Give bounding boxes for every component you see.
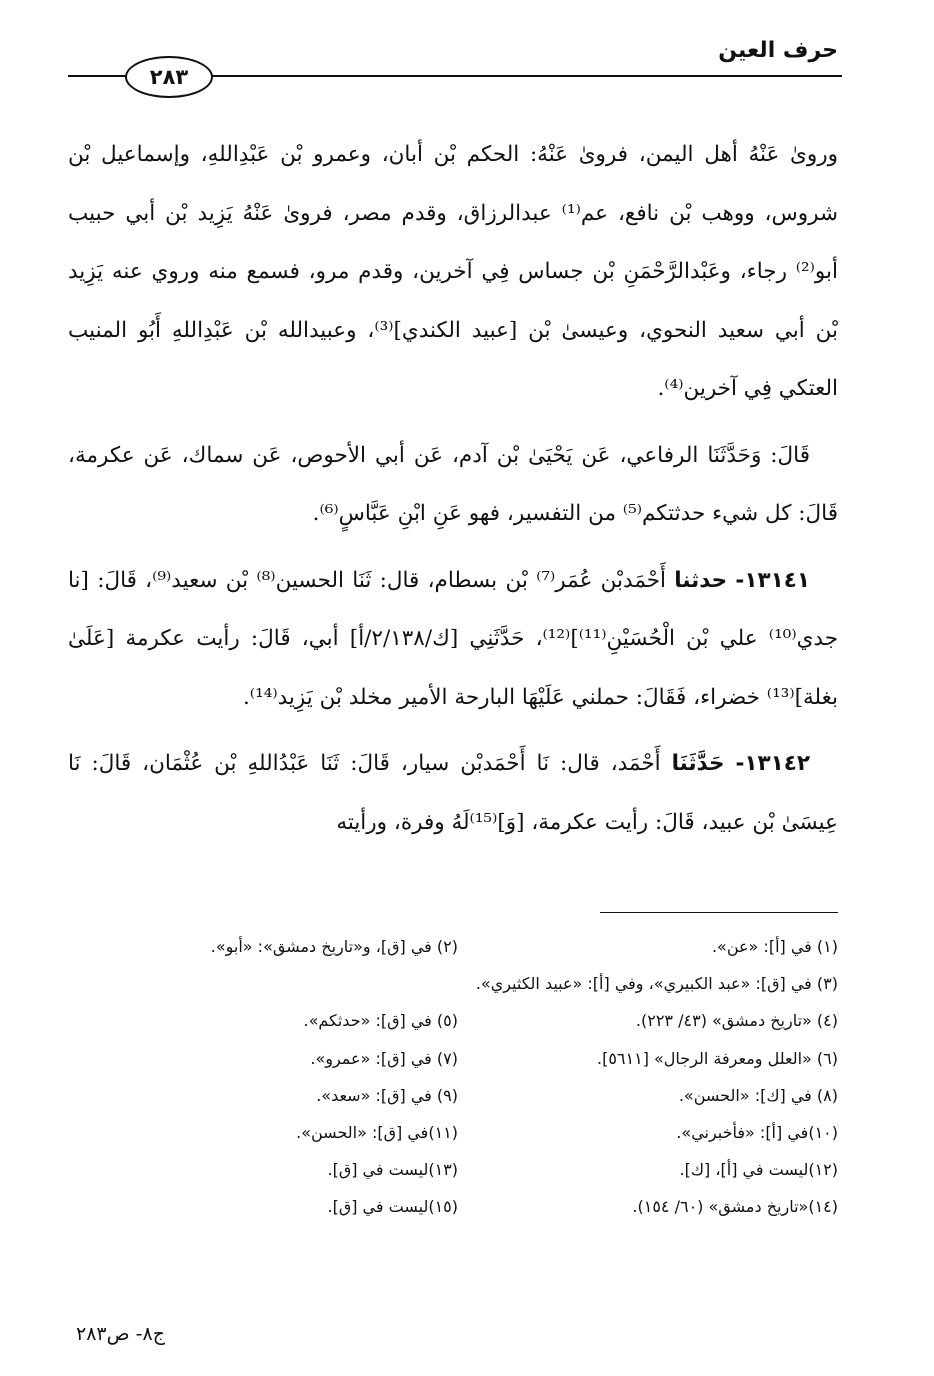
footnote-6: (٦) «العلل ومعرفة الرجال» [٥٦١١]. bbox=[596, 1048, 838, 1068]
page-number-badge: ٢٨٣ bbox=[125, 56, 213, 98]
footnote-1: (١) في [أ]: «عن». bbox=[711, 937, 838, 956]
footnote-row bbox=[68, 1040, 838, 1077]
footnote-row bbox=[68, 965, 838, 1002]
footnote-rule bbox=[600, 912, 838, 913]
hadith-keyword-13141: حدثنا bbox=[674, 567, 728, 593]
footnote-row bbox=[68, 1188, 838, 1225]
footnote-10: (١٠)في [أ]: «فأخبرني». bbox=[676, 1123, 838, 1143]
footer-volume-page-reference: ج٨- ص٢٨٣ bbox=[76, 1323, 165, 1345]
hadith-keyword-13142: حَدَّثَنَا bbox=[671, 751, 725, 776]
paragraph-2: قَالَ: وَحَدَّثَنَا الرفاعي، عَن يَحْيَىٰ بْن آدم، عَن أبي الأحوص، عَن سماك، عَن عكرمة، قَالَ: كل شيء حدثتكم⁽⁵⁾ من التفسير، فهو عَنِ ابْنِ عَبَّاسٍ⁽⁶⁾. bbox=[68, 442, 838, 526]
paragraph-4 bbox=[68, 735, 838, 852]
running-header-title: حرف العين bbox=[718, 38, 838, 63]
footnote-9: (٩) في [ق]: «سعد». bbox=[316, 1085, 458, 1105]
hadith-number-13141: ١٣١٤١- bbox=[735, 567, 810, 593]
footnote-11: (١١)في [ق]: «الحسن». bbox=[296, 1123, 458, 1143]
footnote-12: (١٢)ليست في [أ]، [ك]. bbox=[679, 1160, 838, 1180]
paragraph-4-text: أَحْمَد، قال: نَا أَحْمَدبْن سيار، قَالَ: ثَنَا عَبْدُاللهِ بْن عُثْمَان، قَالَ: نَا عِيسَىٰ بْن عبيد، قَالَ: رأيت عكرمة، [وَ]⁽¹⁵⁾لَهُ وفرة، ورأيته bbox=[68, 751, 838, 835]
footnote-8: (٨) في [ك]: «الحسن». bbox=[678, 1085, 838, 1105]
paragraph-3-text: أَحْمَدبْن عُمَر⁽⁷⁾ بْن بسطام، قال: ثَنَا الحسين⁽⁸⁾ بْن سعيد⁽⁹⁾، قَالَ: [نا جدي⁽¹⁰⁾ علي بْن الْحُسَيْنِ⁽¹¹⁾]⁽¹²⁾، حَدَّثَنِي [ك/٢/١٣٨/أ] أبي، قَالَ: رأيت عكرمة [عَلَىٰ بغلة]⁽¹³⁾ خضراء، فَقَالَ: حملني عَلَيْهَا البارحة الأمير مخلد بْن يَزِيد⁽¹⁴⁾. bbox=[68, 567, 838, 710]
footnote-15: (١٥)ليست في [ق]. bbox=[327, 1197, 458, 1217]
footnote-3: (٣) في [ق]: «عبد الكبيري»، وفي [أ]: «عبيد الكثيري». bbox=[475, 974, 838, 994]
footnote-row bbox=[68, 1114, 838, 1151]
footnote-4: (٤) «تاريخ دمشق» (٤٣/ ٢٢٣). bbox=[635, 1011, 838, 1031]
footnote-13: (١٣)ليست في [ق]. bbox=[327, 1160, 458, 1180]
footnote-row bbox=[68, 1077, 838, 1114]
footnote-5: (٥) في [ق]: «حدثكم». bbox=[303, 1011, 458, 1031]
footnote-2: (٢) في [ق]، و«تاريخ دمشق»: «أبو». bbox=[210, 937, 458, 956]
footnote-row bbox=[68, 928, 838, 965]
paragraph-1: وروىٰ عَنْهُ أهل اليمن، فروىٰ عَنْهُ: الحكم بْن أبان، وعمرو بْن عَبْدِاللهِ، وإسماعيل بْن شروس، ووهب بْن نافع، عم⁽¹⁾ عبدالرزاق، وقدم مصر، فروىٰ عَنْهُ يَزِيد بْن أبي حبيب أبو⁽²⁾ رجاء، وعَبْدالرَّحْمَنِ بْن جساس فِي آخرين، وقدم مرو، فسمع منه وروي عنه يَزِيد بْن أبي سعيد النحوي، وعيسىٰ بْن [عبيد الكندي]⁽³⁾، وعبيدالله بْن عَبْدِاللهِ أَبُو المنيب العتكي فِي آخرين⁽⁴⁾. bbox=[68, 142, 839, 401]
hadith-number-13142: ١٣١٤٢- bbox=[735, 751, 810, 776]
paragraph-3 bbox=[68, 552, 838, 728]
footnotes bbox=[68, 928, 838, 1226]
footnote-row bbox=[68, 1002, 838, 1039]
footnote-7: (٧) في [ق]: «عمرو». bbox=[310, 1048, 458, 1068]
footnote-14: (١٤)«تاريخ دمشق» (٦٠/ ١٥٤). bbox=[632, 1197, 838, 1217]
main-text bbox=[68, 126, 838, 852]
footnote-row bbox=[68, 1151, 838, 1188]
